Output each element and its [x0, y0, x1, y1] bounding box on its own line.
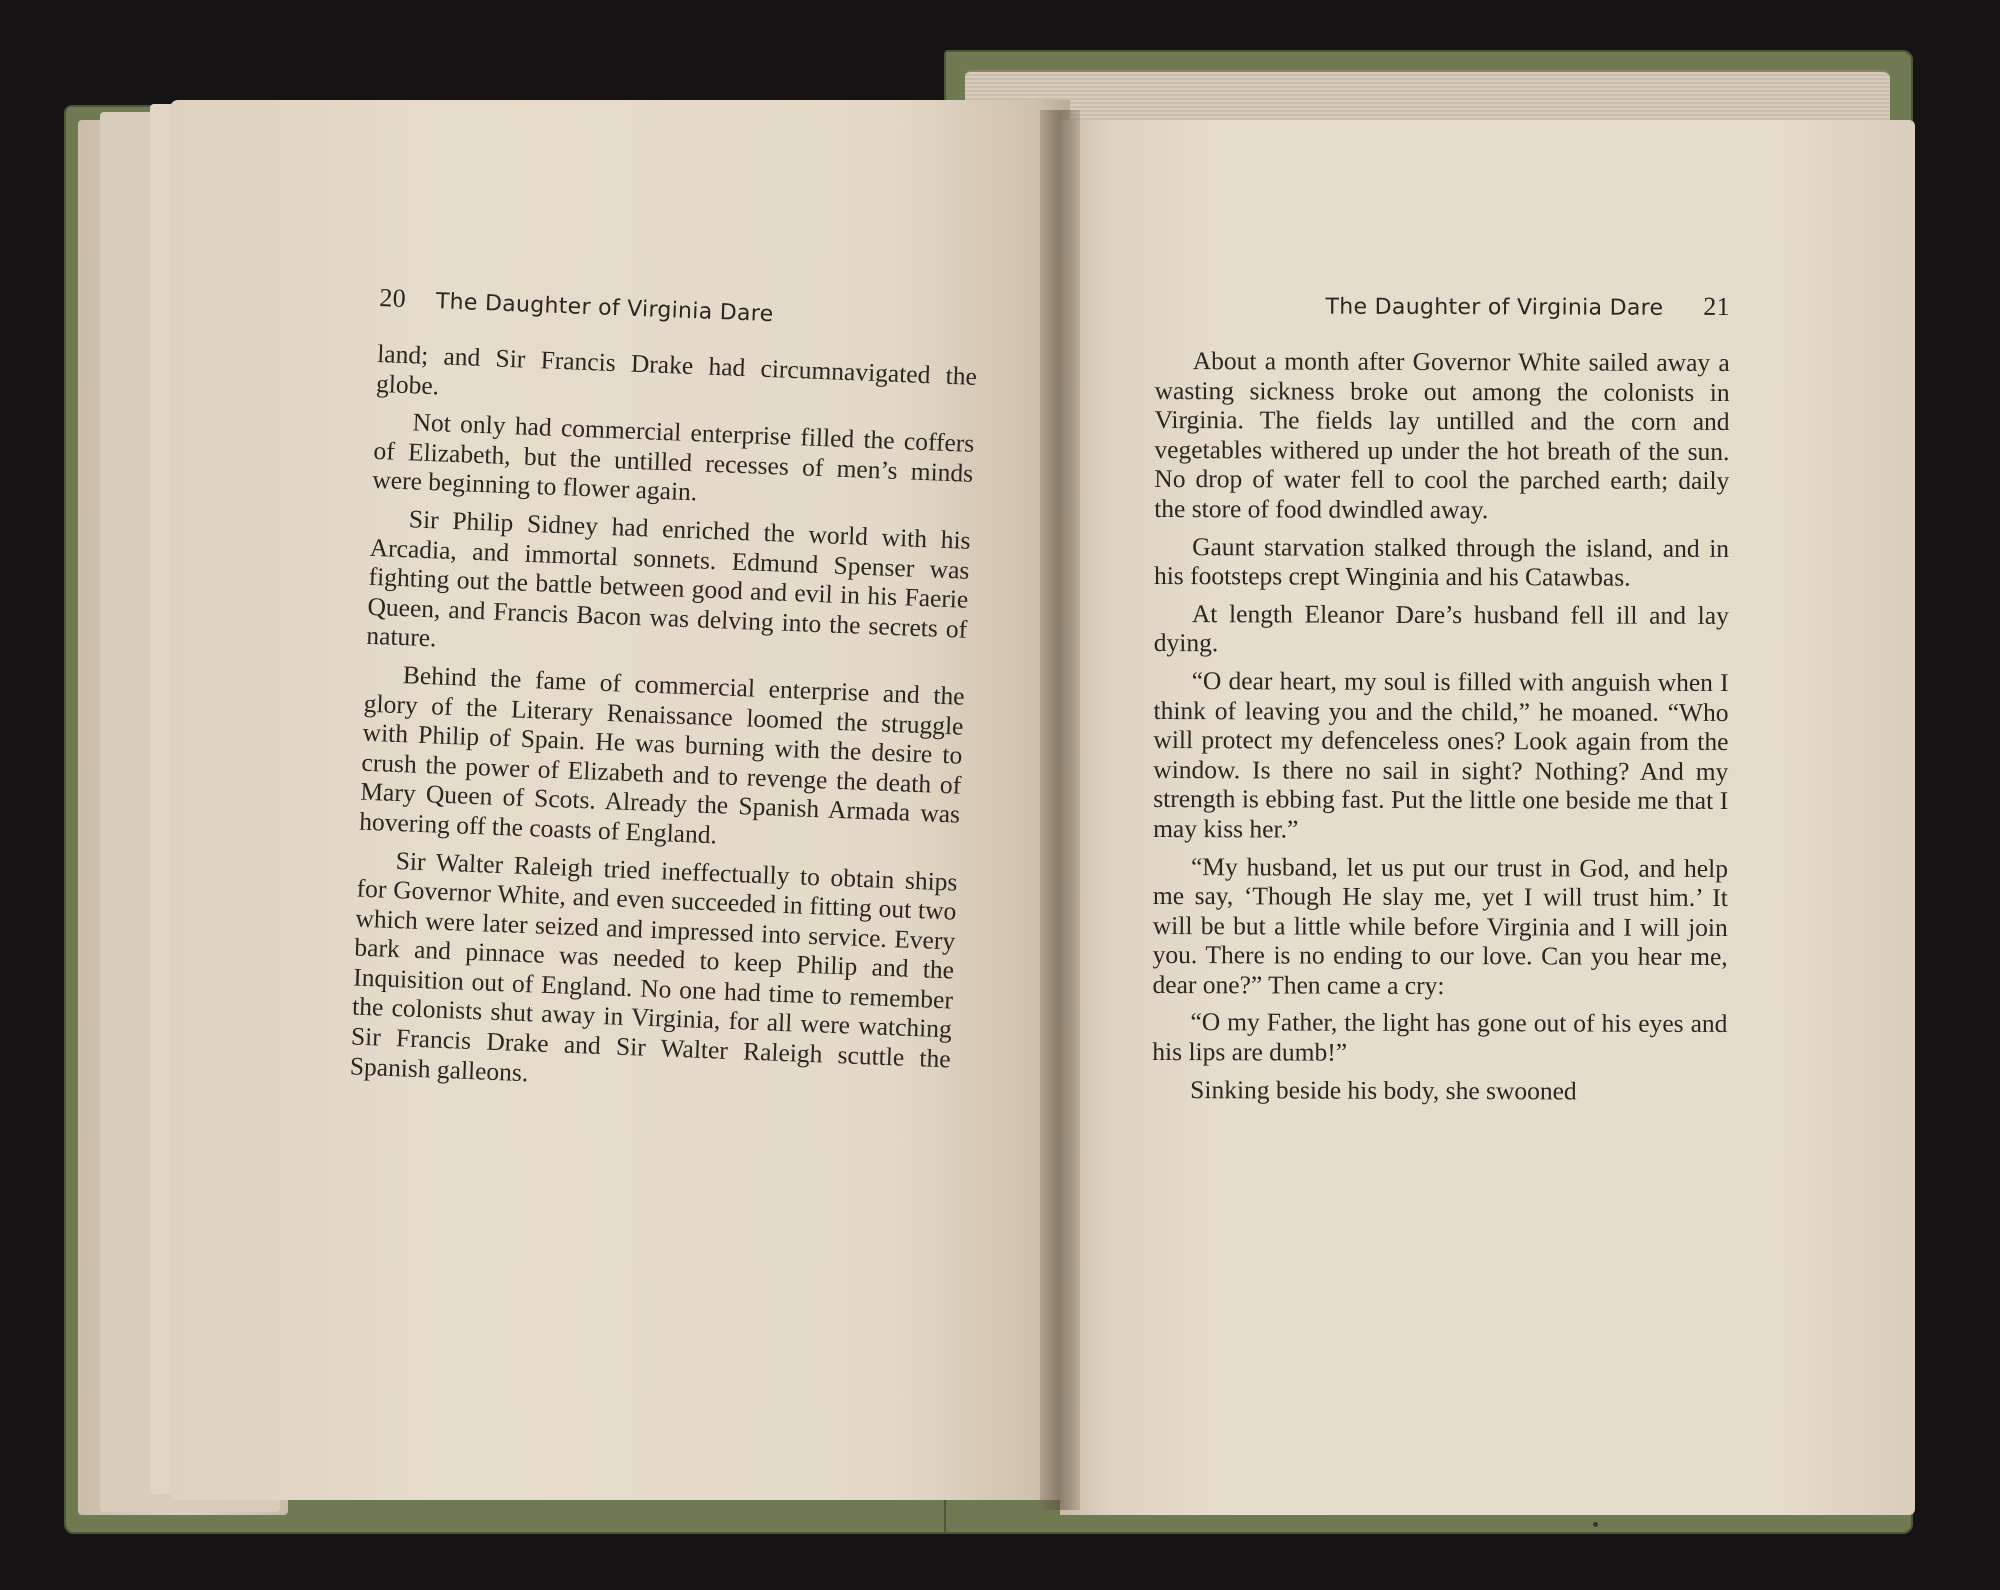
left-page-text — [349, 283, 980, 1112]
left-paragraph: Sir Philip Sidney had enriched the world with his Arcadia, and immortal sonnets. Edmund Spenser was fighting out the battle between good and evil in his Faerie Queen, and Francis Bacon was delving into the secrets of nature. — [365, 504, 972, 653]
left-paragraph: Sir Walter Raleigh tried ineffectually to obtain ships for Governor White, and even succeeded in fitting out two which were later seized and impressed into service. Every bark and pinnace was needed to keep Philip and the Inquisition out of England. No one had time to remember the colonists shut away in Virginia, for all were watching Sir Francis Drake and Sir Walter Raleigh scuttle the Spanish galleons. — [349, 845, 959, 1087]
right-running-head — [1155, 290, 1730, 322]
right-running-title: The Daughter of Virginia Dare — [1325, 294, 1664, 321]
page-speck — [1593, 1522, 1598, 1527]
right-paragraph: At length Eleanor Dare’s husband fell ill and lay dying. — [1153, 598, 1729, 658]
left-paragraph: Behind the fame of commercial enterprise and the glory of the Literary Renaissance loomed the struggle with Philip of Spain. He was burning with the desire to crush the power of Elizabeth and to revenge the death of Mary Queen of Scots. Already the Spanish Armada was hovering off the coasts of England. — [358, 660, 966, 850]
book-gutter — [1040, 110, 1080, 1510]
left-paragraph: Not only had commercial enterprise filled the coffers of Elizabeth, but the untilled recesses of men’s minds were beginning to flower again. — [371, 407, 975, 507]
right-paragraph: Sinking beside his body, she swooned — [1190, 1074, 1577, 1106]
right-paragraph: Gaunt starvation stalked through the island, and in his footsteps crept Winginia and his Catawbas. — [1153, 531, 1730, 592]
right-paragraph: “O dear heart, my soul is filled with anguish when I think of leaving you and the child,” he moaned. “Who will protect my defenceless ones? Look again from the window. Is there no sail in sight? Nothing? And my strength is ebbing fast. Put the little one beside me that I may kiss her.” — [1153, 666, 1729, 844]
left-page-number: 20 — [378, 283, 407, 314]
right-paragraph: About a month after Governor White sailed away a wasting sickness broke out among the colonists in Virginia. The fields lay untilled and the corn and vegetables withered up under the hot breath of the sun. No drop of water fell to cool the parched earth; daily the store of food dwindled away. — [1154, 346, 1730, 525]
right-page-number: 21 — [1703, 291, 1730, 322]
right-paragraph: “My husband, let us put our trust in God, and help me say, ‘Though He slay me, yet I will trust him.’ It will be but a little while before Virginia and I will join you. There is no ending to our love. Can you hear me, dear one?” Then came a cry: — [1152, 851, 1729, 1000]
left-running-title: The Daughter of Virginia Dare — [435, 289, 774, 328]
right-paragraph: “O my Father, the light has gone out of his eyes and his lips are dumb!” — [1152, 1007, 1728, 1067]
left-paragraph: land; and Sir Francis Drake had circumnavigated the globe. — [375, 338, 978, 400]
right-page-text — [1152, 290, 1730, 1114]
